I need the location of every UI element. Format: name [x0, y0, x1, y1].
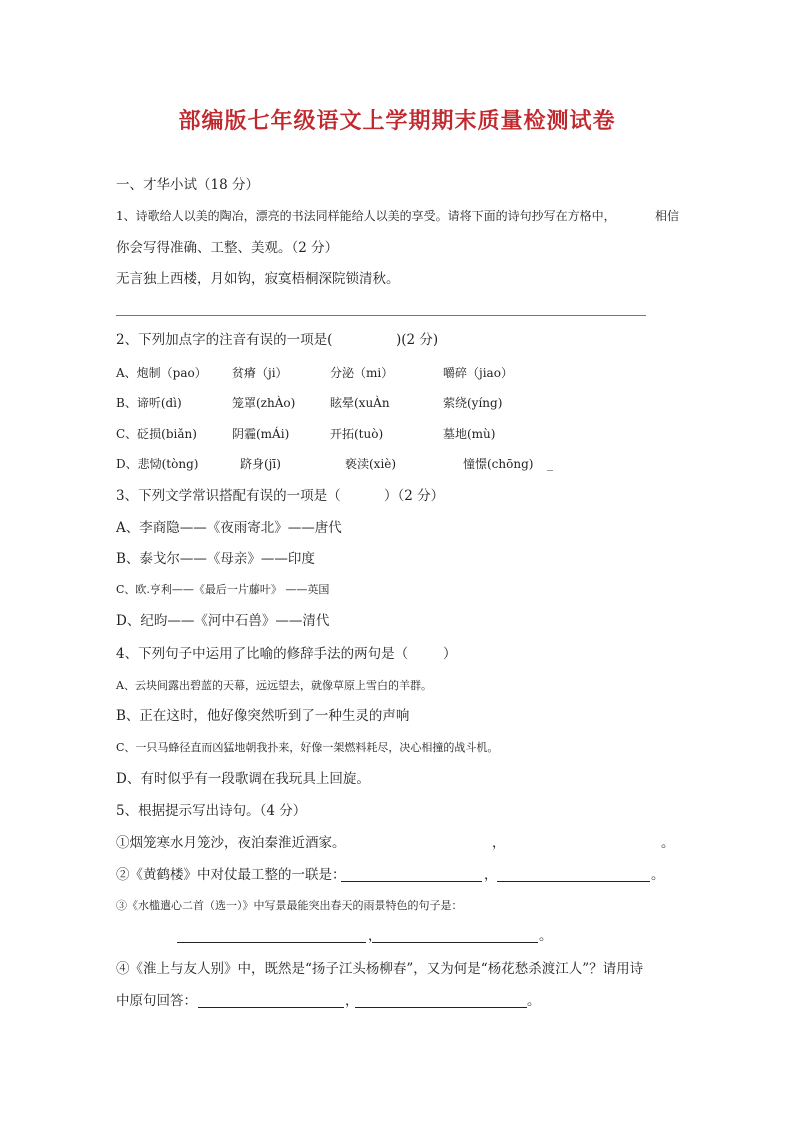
divider [116, 315, 646, 316]
q5-item1: ①烟笼寒水月笼沙，夜泊秦淮近酒家。 [116, 835, 346, 851]
q5-item4-comma: ， [345, 993, 359, 1009]
q4-stem-end: ） [443, 646, 457, 662]
q5-item2-blank-2[interactable] [497, 868, 650, 882]
q5-stem: 5、根据提示写出诗句。（4 分） [116, 803, 307, 819]
q2-option-c-2: 阴霾(mÁi) [232, 427, 290, 441]
q2-option-b-1: B、谛听(dì) [116, 396, 182, 410]
q2-option-d-4: 憧憬(chōng) [463, 457, 534, 471]
q2-stem-end: )(2 分) [396, 332, 439, 348]
q2-option-c-1: C、砭损(biǎn) [116, 427, 197, 441]
q4-option-a: A、云块间露出碧蓝的天幕，远远望去，就像草原上雪白的羊群。 [116, 679, 432, 692]
q1-line1-end: 相信 [655, 209, 680, 223]
q5-item4-line1: ④《淮上与友人别》中，既然是“扬子江头杨柳春”，又为何是“杨花愁杀渡江人”？请用诗 [116, 961, 644, 977]
q2-option-b-2: 笼罩(zhÀo) [232, 396, 296, 410]
q2-option-d-3: 亵渎(xiè) [345, 457, 397, 471]
q5-item1-comma: ， [492, 835, 506, 851]
q2-option-a-3: 分泌（mi） [330, 366, 394, 380]
q5-item4-blank-1[interactable] [198, 994, 344, 1008]
q2-option-a-2: 贫瘠（ji） [232, 366, 288, 380]
q5-item4-blank-2[interactable] [355, 994, 527, 1008]
q2-option-b-3: 眩晕(xuÀn [330, 396, 390, 410]
q3-stem: 3、下列文学常识搭配有误的一项是（ [116, 488, 341, 504]
q1-poem: 无言独上西楼，月如钩，寂寞梧桐深院锁清秋。 [116, 271, 400, 287]
q5-item2-end: 。 [651, 867, 665, 883]
q5-item1-end: 。 [661, 835, 675, 851]
q3-option-d: D、纪昀——《河中石兽》——清代 [116, 613, 330, 629]
q5-item3: ③《水槛遣心二首（选一）》中写景最能突出春天的雨景特色的句子是： [116, 899, 463, 912]
q3-option-c: C、欧.亨利——《最后一片藤叶》 ——英国 [116, 583, 330, 596]
q5-item3-blank-1[interactable] [177, 929, 366, 943]
q4-option-b: B、正在这时，他好像突然听到了一种生灵的声响 [116, 708, 410, 724]
q2-option-b-4: 萦绕(yíng) [443, 396, 503, 410]
q5-item2: ②《黄鹤楼》中对仗最工整的一联是： [116, 867, 346, 883]
q3-option-b: B、泰戈尔——《母亲》——印度 [116, 551, 315, 567]
q2-stem: 2、下列加点字的注音有误的一项是( [116, 332, 333, 348]
q2-option-a-4: 嚼碎（jiao） [443, 366, 513, 380]
q5-item3-end: 。 [539, 928, 553, 944]
q5-item4-line2: 中原句回答： [116, 993, 197, 1009]
q3-stem-end: ）（2 分） [384, 488, 445, 504]
q2-option-c-4: 墓地(mù) [443, 427, 496, 441]
q4-stem: 4、下列句子中运用了比喻的修辞手法的两句是（ [116, 646, 409, 662]
q2-option-d-1: D、悲恸(tòng) [116, 457, 199, 471]
q5-item2-comma: ， [484, 867, 498, 883]
q3-option-a: A、李商隐——《夜雨寄北》——唐代 [116, 520, 342, 536]
q2-option-d-2: 跻身(jī) [240, 457, 281, 471]
section-heading: 一、才华小试（18 分） [116, 177, 259, 193]
page-title: 部编版七年级语文上学期期末质量检测试卷 [178, 108, 616, 134]
q1-line2: 你会写得准确、工整、美观。（2 分） [116, 240, 339, 256]
q1-line1: 1、诗歌给人以美的陶冶，漂亮的书法同样能给人以美的享受。请将下面的诗句抄写在方格中， [116, 209, 616, 223]
q2-option-c-3: 开拓(tuò) [330, 427, 384, 441]
q5-item2-blank-1[interactable] [341, 868, 482, 882]
q2-option-d-mark: _ [547, 457, 553, 471]
q5-item3-comma: ， [368, 928, 382, 944]
q4-option-c: C、一只马蜂径直而凶猛地朝我扑来，好像一架燃料耗尽，决心相撞的战斗机。 [116, 741, 499, 754]
q4-option-d: D、有时似乎有一段歌调在我玩具上回旋。 [116, 771, 370, 787]
q2-option-a-1: A、炮制（pao） [116, 366, 207, 380]
q5-item3-blank-2[interactable] [372, 929, 538, 943]
q5-item4-end: 。 [527, 993, 541, 1009]
